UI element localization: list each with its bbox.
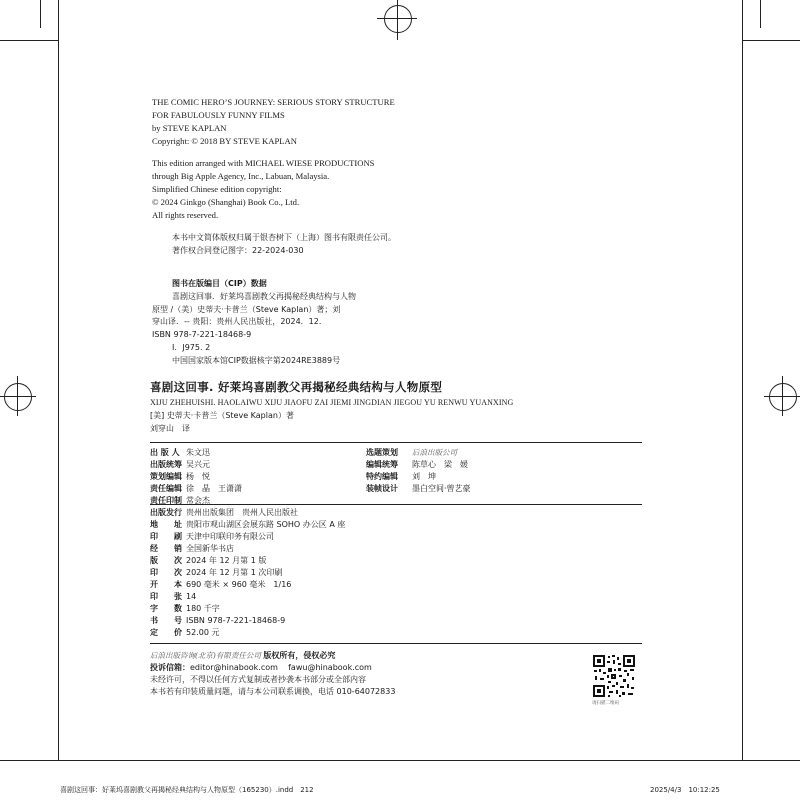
original-title-line1: THE COMIC HERO’S JOURNEY: SERIOUS STORY STRUCTURE — [152, 97, 395, 107]
cip-block — [152, 278, 356, 368]
email-label: 投诉信箱： — [150, 663, 190, 672]
credits-divider — [150, 504, 642, 505]
credit-row: 出版统筹 吴兴元 — [150, 460, 210, 469]
info-row: 印 次 2024 年 12 月第 1 次印刷 — [150, 568, 283, 577]
info-row: 印 刷 天津中印联印务有限公司 — [150, 532, 274, 541]
quality-issue-line: 本书若有印装质量问题，请与本公司联系调换，电话 010-64072833 — [150, 687, 396, 696]
edition-line4: © 2024 Ginkgo (Shanghai) Book Co., Ltd. — [152, 196, 300, 207]
credit-row: 编辑统筹 陈草心 梁 媛 — [366, 460, 468, 469]
qr-caption: 请扫描二维码 — [592, 701, 619, 706]
title-divider — [150, 442, 642, 443]
edition-line1: This edition arranged with MICHAEL WIESE PRODUCTIONS — [152, 158, 375, 168]
cip-line2: 原型 /（美）史蒂夫·卡普兰（Steve Kaplan）著；刘 — [152, 304, 341, 314]
legal-email-link[interactable]: fawu@hinabook.com — [288, 663, 372, 672]
cip-line5: Ⅰ．J975. 2 — [172, 342, 211, 352]
complaint-email-line — [150, 662, 372, 673]
book-author: [美] 史蒂夫·卡普兰（Steve Kaplan）著 — [150, 411, 294, 420]
edition-line3: Simplified Chinese edition copyright: — [152, 183, 282, 194]
cip-line3: 穿山译．-- 贵阳：贵州人民出版社，2024．12． — [152, 317, 327, 327]
info-row: 版 次 2024 年 12 月第 1 版 — [150, 556, 267, 565]
credit-row: 责任编辑 徐 晶 王潇潇 — [150, 484, 242, 493]
copy-warning-line: 未经许可，不得以任何方式复制或者抄袭本书部分或全部内容 — [150, 675, 366, 684]
left-trim-line — [58, 40, 59, 760]
credit-row: 特约编辑 刘 坤 — [366, 472, 436, 481]
credit-row: 选题策划 后浪出版公司 — [366, 448, 457, 457]
info-row: 字 数 180 千字 — [150, 604, 220, 613]
book-title-block — [150, 379, 513, 436]
info-row: 定 价 52.00 元 — [150, 628, 220, 637]
info-row: 经 销 全国新华书店 — [150, 544, 234, 553]
credit-row: 出 版 人 朱文迅 — [150, 448, 210, 457]
footer-slug-right: 2025/4/3 10:12:25 — [650, 786, 720, 794]
edition-line2: through Big Apple Agency, Inc., Labuan, Malaysia. — [152, 170, 330, 181]
rights-line2: 著作权合同登记图字：22-2024-030 — [172, 245, 304, 255]
info-row: 书 号 ISBN 978-7-221-18468-9 — [150, 616, 286, 625]
editor-email-link[interactable]: editor@hinabook.com — [190, 663, 278, 672]
original-copyright-line: Copyright: © 2018 BY STEVE KAPLAN — [152, 135, 297, 146]
info-row: 开 本 690 毫米 × 960 毫米 1/16 — [150, 580, 292, 589]
edition-line5: All rights reserved. — [152, 209, 219, 220]
copyright-block — [152, 96, 395, 148]
info-row: 地 址 贵阳市观山湖区会展东路 SOHO 办公区 A 座 — [150, 520, 346, 529]
footer-slug-left: 喜剧这回事：好莱坞喜剧教父再揭秘经典结构与人物原型（165230）.indd 212 — [60, 786, 314, 794]
original-title-line2: FOR FABULOUSLY FUNNY FILMS — [152, 109, 285, 120]
credit-row: 策划编辑 杨 悦 — [150, 472, 210, 481]
bottom-trim-line — [0, 760, 800, 761]
publisher-divider — [150, 643, 642, 644]
cip-line1: 喜剧这回事．好莱坞喜剧教父再揭秘经典结构与人物 — [172, 291, 356, 301]
cip-line4: ISBN 978-7-221-18468-9 — [152, 330, 252, 340]
publisher-brand: 后浪出版咨询(北京)有限责任公司 — [150, 651, 261, 660]
rights-block — [172, 232, 396, 258]
book-title-chinese: 喜剧这回事. 好莱坞喜剧教父再揭秘经典结构与人物原型 — [150, 380, 443, 394]
qr-code-icon — [592, 654, 636, 698]
edition-block — [152, 157, 374, 221]
original-author-line: by STEVE KAPLAN — [152, 122, 227, 133]
cip-line6: 中国国家版本馆CIP数据核字第2024RE3889号 — [172, 355, 341, 365]
book-translator: 刘穿山 译 — [150, 423, 190, 433]
legal-rights-line — [150, 650, 335, 661]
rights-reserved-text: 版权所有，侵权必究 — [263, 651, 336, 660]
book-title-pinyin: XIJU ZHEHUISHI. HAOLAIWU XIJU JIAOFU ZAI JIEMI JINGDIAN JIEGOU YU RENWU YUANXING — [150, 398, 514, 407]
cip-heading: 图书在版编目（CIP）数据 — [172, 279, 267, 288]
right-trim-line — [742, 40, 743, 760]
rights-line1: 本书中文简体版权归属于银杏树下（上海）图书有限责任公司。 — [172, 233, 396, 242]
qr-code[interactable] — [592, 654, 636, 698]
credit-row: 装帧设计 墨白空间·曾艺豪 — [366, 484, 471, 493]
credit-row: 责任印制 常会杰 — [150, 496, 210, 505]
info-row: 出版发行 贵州出版集团 贵州人民出版社 — [150, 508, 298, 517]
info-row: 印 张 14 — [150, 592, 197, 601]
